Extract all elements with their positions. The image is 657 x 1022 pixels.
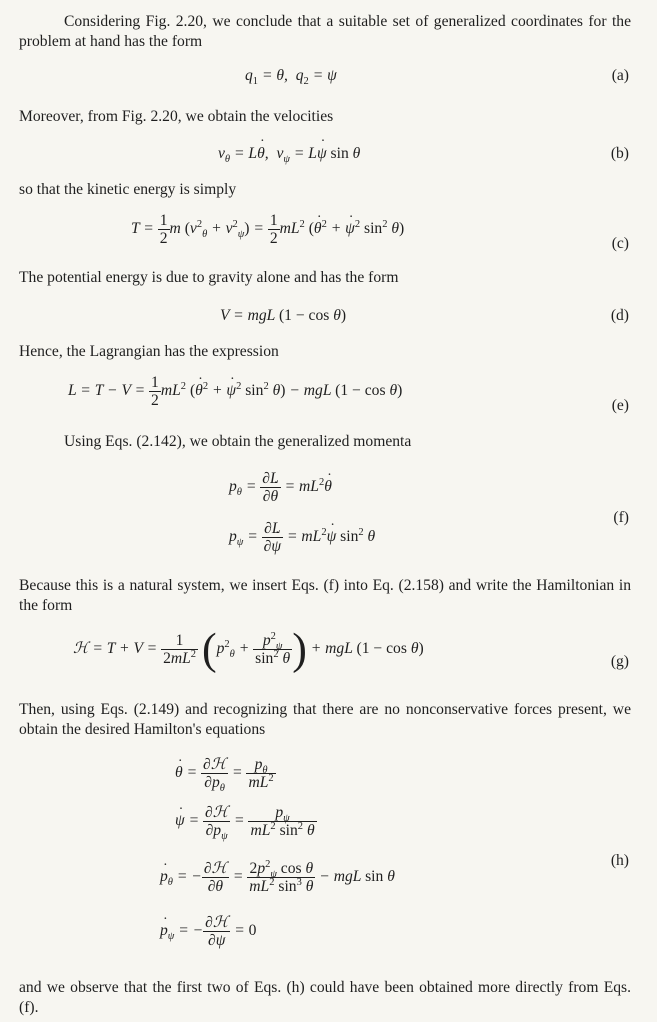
paragraph-lagrangian: Hence, the Lagrangian has the expression (19, 343, 279, 360)
equation-label-g: (g) (610, 653, 629, 670)
equation-h: ˙ θ = $\frac{\text{∂ℋ}}{\partial p_\theta}$ = $\frac{p_\theta}{mL^2}$ ˙ ψ = $\frac{\text{∂ℋ}}{\partial p_\psi}$ = $\frac{p_\psi}{mL^2 \sin^2 \theta}$ ˙ $p_\theta$ = − $\frac{\text{∂ℋ}}{\partial\theta}$ = $\frac{2p^2_\psi \cos \theta}{mL^2 \sin^3 \theta}$ − mgL sin θ ˙ $p_\psi$ = − $\frac{\text{∂ℋ}}{\partial\psi}$ = 0 (h) (0, 756, 657, 956)
equation-label-a: (a) (611, 67, 629, 84)
equation-label-d: (d) (610, 307, 629, 324)
equation-label-f: (f) (613, 509, 629, 526)
paragraph-kinetic: so that the kinetic energy is simply (19, 181, 237, 198)
equation-label-h: (h) (610, 852, 629, 869)
paragraph-intro: Considering Fig. 2.20, we conclude that a suitable set of generalized coordinates for the problem at hand has the form (19, 13, 631, 50)
paragraph-hamiltonian: Because this is a natural system, we insert Eqs. (f) into Eq. (2.158) and write the Hamiltonian in the form (19, 577, 631, 614)
paragraph-hamilton-equations: Then, using Eqs. (2.149) and recognizing that there are no nonconservative forces present, we obtain the desired Hamilton's equations (19, 701, 631, 738)
paragraph-potential: The potential energy is due to gravity alone and has the form (19, 269, 399, 286)
equation-label-e: (e) (611, 397, 629, 414)
equation-label-b: (b) (610, 145, 629, 162)
paragraph-velocities: Moreover, from Fig. 2.20, we obtain the velocities (19, 108, 334, 125)
paragraph-momenta: Using Eqs. (2.142), we obtain the generalized momenta (64, 433, 412, 450)
equation-f: $p_\theta$ = $\frac{\partial L}{\partial˙ \theta}$ = $mL^2˙$ θ $p_\psi$ = $\frac{\partial L}{\partial˙ \psi}$ = $mL^2˙$ ψ $\sin^2 \theta$ (f) (0, 470, 657, 570)
equation-label-c: (c) (611, 235, 629, 252)
paragraph-conclusion: and we observe that the first two of Eqs. (h) could have been obtained more directly from Eqs. (f). (19, 979, 631, 1016)
